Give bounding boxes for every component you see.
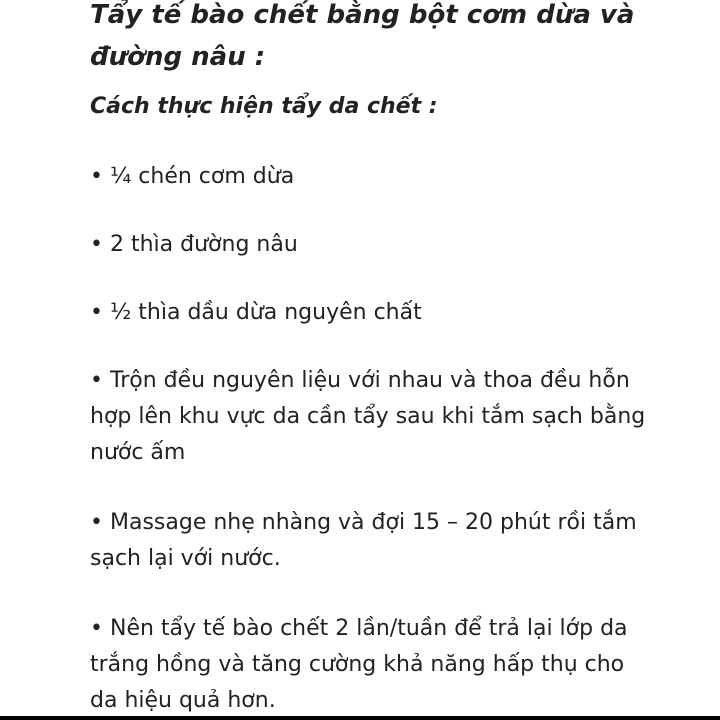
list-item-text: Nên tẩy tế bào chết 2 lần/tuần để trả lại lớp da trắng hồng và tăng cường khả năng hấp thụ cho da hiệu quả hơn. (90, 616, 628, 713)
section-subtitle: Cách thực hiện tẩy da chết : (90, 94, 438, 119)
document-title: Tẩy tế bào chết bằng bột cơm dừa và đường nâu : (90, 0, 635, 72)
list-item-text: Trộn đều nguyên liệu với nhau và thoa đều hỗn hợp lên khu vực da cần tẩy sau khi tắm sạch bằng nước ấm (90, 368, 646, 465)
bullet-icon: • (90, 616, 103, 641)
bullet-icon: • (90, 164, 103, 189)
list-item (90, 227, 650, 263)
list-item (90, 363, 650, 471)
list-item (90, 295, 650, 331)
bottom-divider (0, 716, 720, 720)
list-item-text: Massage nhẹ nhàng và đợi 15 – 20 phút rồi tắm sạch lại với nước. (90, 510, 637, 571)
bullet-icon: • (90, 300, 103, 325)
list-item (90, 159, 650, 195)
bullet-icon: • (90, 368, 103, 393)
list-item-text: ½ thìa dầu dừa nguyên chất (109, 300, 422, 325)
list-item-text: 2 thìa đường nâu (109, 232, 298, 257)
list-item (90, 505, 650, 577)
list-item-text: ¼ chén cơm dừa (109, 164, 295, 189)
bullet-icon: • (90, 510, 103, 535)
bullet-icon: • (90, 232, 103, 257)
list-item (90, 611, 650, 716)
